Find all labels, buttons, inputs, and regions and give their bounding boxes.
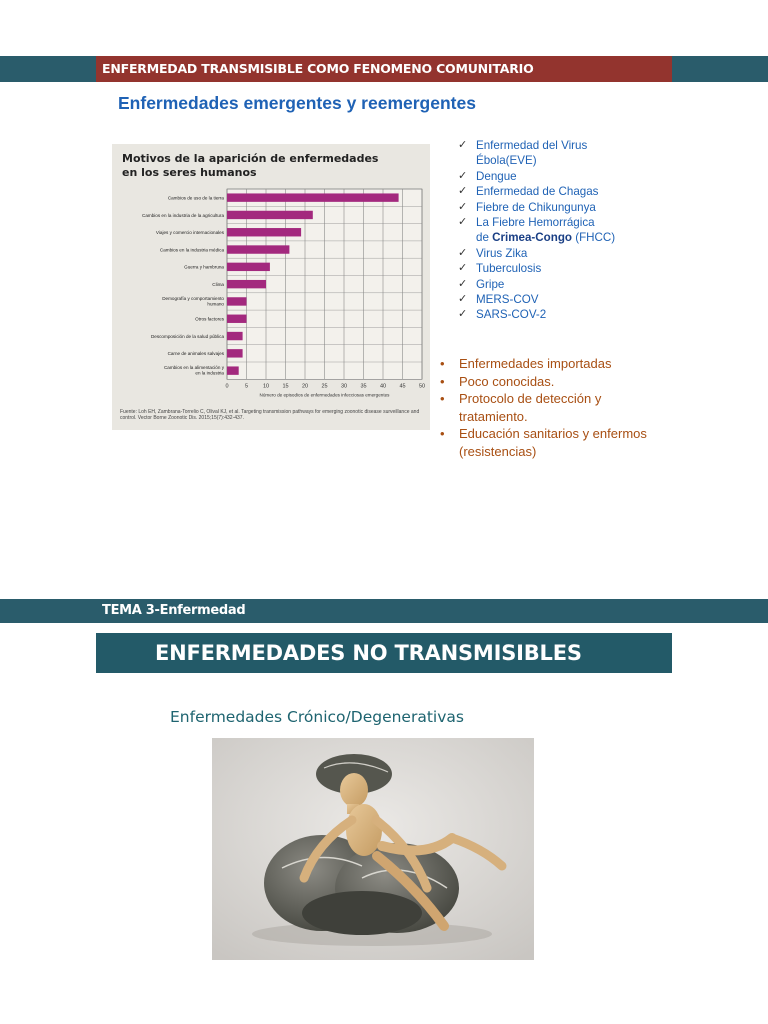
bar <box>227 297 247 305</box>
checklist-item <box>458 261 668 276</box>
x-axis-label: Número de episodios de enfermedades infecciosas emergentes <box>259 392 390 398</box>
category-label <box>168 351 225 356</box>
bar <box>227 280 266 288</box>
bullet-text: Educación sanitarios y enfermos <box>459 426 647 441</box>
category-label-line: Otros factores <box>195 316 224 322</box>
checklist-bold-text: Crimea-Congo <box>492 231 572 245</box>
x-tick-label: 50 <box>418 383 426 390</box>
bullet-text: Poco conocidas. <box>459 373 555 389</box>
bullet-item <box>440 373 680 391</box>
category-label <box>142 213 224 218</box>
x-tick-label: 20 <box>301 383 309 390</box>
checklist-text: SARS-COV-2 <box>476 308 547 322</box>
checklist-item <box>458 169 668 184</box>
checklist-text: Tuberculosis <box>476 262 542 276</box>
checklist-text: de <box>476 231 493 245</box>
section-label: TEMA 3-Enfermedad <box>102 603 246 618</box>
bullet-item <box>440 425 680 460</box>
bar <box>227 349 243 357</box>
slide1-header: ENFERMEDAD TRANSMISIBLE COMO FENOMENO COMUNITARIO <box>96 56 672 82</box>
category-label-line: Descomposición de la salud pública <box>150 333 224 339</box>
category-label-line: Cambios de uso de la tierra <box>167 195 224 201</box>
chart-title-line: Motivos de la aparición de enfermedades <box>122 152 379 165</box>
checklist-text: Ébola(EVE) <box>476 154 537 168</box>
x-tick-label: 5 <box>244 383 249 390</box>
bar <box>227 366 239 374</box>
category-label-line: humano <box>207 301 224 307</box>
category-label-line: Cambios en la alimentación y <box>163 365 224 371</box>
checklist-text: Enfermedad de Chagas <box>476 185 599 199</box>
check-icon: ✓ <box>458 200 468 213</box>
check-icon: ✓ <box>458 246 468 259</box>
disease-checklist <box>458 138 668 323</box>
x-tick-label: 10 <box>262 383 270 390</box>
checklist-item <box>458 307 668 322</box>
checklist-text: La Fiebre Hemorrágica <box>476 216 595 230</box>
x-tick-label: 15 <box>282 383 289 390</box>
category-label <box>212 282 224 287</box>
bullet-icon: • <box>440 426 445 441</box>
check-icon: ✓ <box>458 139 468 151</box>
bullet-icon: • <box>440 373 445 389</box>
bullet-item <box>440 390 680 425</box>
bar <box>227 193 399 201</box>
checklist-text: Enfermedad del Virus <box>476 139 588 152</box>
bar-chart <box>112 144 430 430</box>
check-icon: ✓ <box>458 185 468 198</box>
x-tick-label: 40 <box>379 383 387 390</box>
check-icon: ✓ <box>458 308 468 321</box>
checklist-text: Dengue <box>476 169 517 183</box>
slide1-subtitle: Enfermedades emergentes y reemergentes <box>118 93 476 113</box>
chart-plot <box>112 144 430 430</box>
category-label-line: en la industria <box>195 370 224 376</box>
checklist-text: (FHCC) <box>572 231 616 245</box>
category-label <box>164 365 225 376</box>
category-label-line: Clima <box>212 281 224 287</box>
checklist-text: Fiebre de Chikungunya <box>476 200 596 214</box>
check-icon: ✓ <box>458 277 468 290</box>
bullet-text: tratamiento. <box>459 408 528 424</box>
checklist-text: Gripe <box>476 277 505 291</box>
category-label-line: Cambios en la industria de la agricultura <box>142 212 224 218</box>
check-icon: ✓ <box>458 216 468 229</box>
category-label <box>156 230 225 235</box>
category-label-line: Viajes y comercio internacionales <box>155 230 224 236</box>
bullet-text: Enfermedades importadas <box>459 356 612 371</box>
chart-title-line: en los seres humanos <box>122 166 257 179</box>
x-tick-label: 25 <box>321 383 328 390</box>
x-tick-label: 30 <box>340 383 348 390</box>
category-label <box>168 195 225 200</box>
category-label-line: Carne de animales salvajes <box>167 351 224 357</box>
chart-source: Fuente: Loh EH, Zambrana-Torrelio C, Olival KJ, et al. Targeting transmission pathways for emerging zoonotic disease surveillance and control. Vector Borne Zoonotic Dis. 2015;15(7):432-437. <box>120 409 420 421</box>
chronic-disease-photo <box>212 738 534 960</box>
check-icon: ✓ <box>458 169 468 182</box>
bar <box>227 263 270 271</box>
category-label-line: Guerra y hambruna <box>184 264 224 270</box>
bullet-text: (resistencias) <box>459 443 537 459</box>
checklist-item <box>458 246 668 261</box>
bullet-item <box>440 355 680 373</box>
slide2-subtitle: Enfermedades Crónico/Degenerativas <box>170 708 464 726</box>
checklist-item <box>458 277 668 292</box>
checklist-text: MERS-COV <box>476 293 539 307</box>
notes-bullet-list <box>440 355 680 460</box>
bar <box>227 228 301 236</box>
category-label <box>151 334 224 339</box>
category-label <box>160 247 225 252</box>
bullet-text: Protocolo de detección y <box>459 391 602 406</box>
x-tick-label: 35 <box>360 383 367 390</box>
checklist-item <box>458 200 668 215</box>
bar <box>227 315 247 323</box>
category-label-line: Demografía y comportamiento <box>162 295 224 301</box>
check-icon: ✓ <box>458 262 468 275</box>
bullet-icon: • <box>440 356 445 371</box>
checklist-item <box>458 138 668 169</box>
bar <box>227 211 313 219</box>
bullet-icon: • <box>440 391 445 406</box>
checklist-item <box>458 292 668 307</box>
x-tick-label: 0 <box>225 383 229 390</box>
slide2-title: ENFERMEDADES NO TRANSMISIBLES <box>96 633 672 673</box>
bar <box>227 245 289 253</box>
category-label-line: Cambios en la industria médica <box>159 247 224 253</box>
checklist-item <box>458 184 668 199</box>
category-label <box>195 317 225 322</box>
bar <box>227 332 243 340</box>
x-tick-label: 45 <box>399 383 406 390</box>
category-label <box>162 296 224 307</box>
check-icon: ✓ <box>458 293 468 306</box>
mannequin-on-stones-image <box>212 738 534 960</box>
category-label <box>184 265 224 270</box>
checklist-item <box>458 215 668 246</box>
checklist-text: Virus Zika <box>476 246 528 260</box>
